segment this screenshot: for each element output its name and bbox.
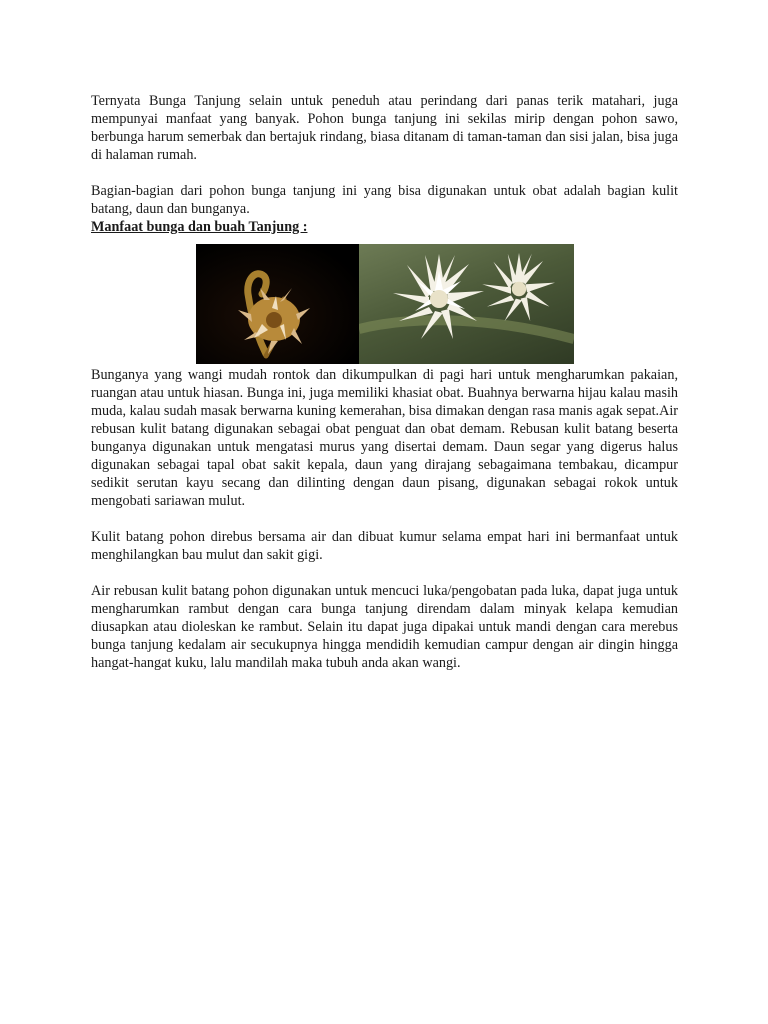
tanjung-flower-bud-photo (196, 244, 359, 364)
mouthwash-paragraph: Kulit batang pohon direbus bersama air dan dibuat kumur selama empat hari ini bermanfaat untuk menghilangkan bau mulut dan sakit gigi. (91, 529, 678, 563)
parts-paragraph: Bagian-bagian dari pohon bunga tanjung ini yang bisa digunakan untuk obat adalah bagian kulit batang, daun dan bunganya. (91, 183, 678, 217)
wound-care-paragraph: Air rebusan kulit batang pohon digunakan untuk mencuci luka/pengobatan pada luka, dapat juga untuk mengharumkan rambut dengan cara bunga tanjung direndam dalam minyak kelapa kemudian diusapkan atau dioleskan ke rambut. Selain itu dapat juga dipakai untuk mandi dengan cara merebus bunga tanjung kedalam air secukupnya hingga mendidih kemudian campur dengan air dingin hingga hangat-hangat kuku, lalu mandilah maka tubuh anda akan wangi. (91, 583, 678, 671)
benefits-paragraph: Bunganya yang wangi mudah rontok dan dikumpulkan di pagi hari untuk mengharumkan pakaian, ruangan atau untuk hiasan. Bunga ini, juga memiliki khasiat obat. Buahnya berwarna hijau kalau masih muda, kalau sudah masak berwarna kuning kemerahan, bisa dimakan dengan rasa manis agak sepat.Air rebusan kulit batang digunakan sebagai obat penguat dan obat demam. Rebusan kulit batang beserta bunganya digunakan untuk mengatasi murus yang disertai demam. Daun segar yang digerus halus digunakan sebagai tapal obat sakit kepala, daun yang dirajang sebagaimana tembakau, dicampur sedikit serutan kayu secang dan dilinting dengan daun pisang, digunakan sebagai rokok untuk mengobati sariawan mulut. (91, 367, 679, 509)
flower-figure (196, 244, 574, 364)
document-body (91, 92, 678, 672)
section-heading: Manfaat bunga dan buah Tanjung : (91, 219, 308, 235)
intro-paragraph: Ternyata Bunga Tanjung selain untuk peneduh atau perindang dari panas terik matahari, juga mempunyai manfaat yang banyak. Pohon bunga tanjung ini sekilas mirip dengan pohon sawo, berbunga harum semerbak dan bertajuk rindang, biasa ditanam di taman-taman dan sisi jalan, bisa juga di halaman rumah. (91, 93, 678, 163)
tanjung-white-flowers-photo (359, 244, 574, 364)
